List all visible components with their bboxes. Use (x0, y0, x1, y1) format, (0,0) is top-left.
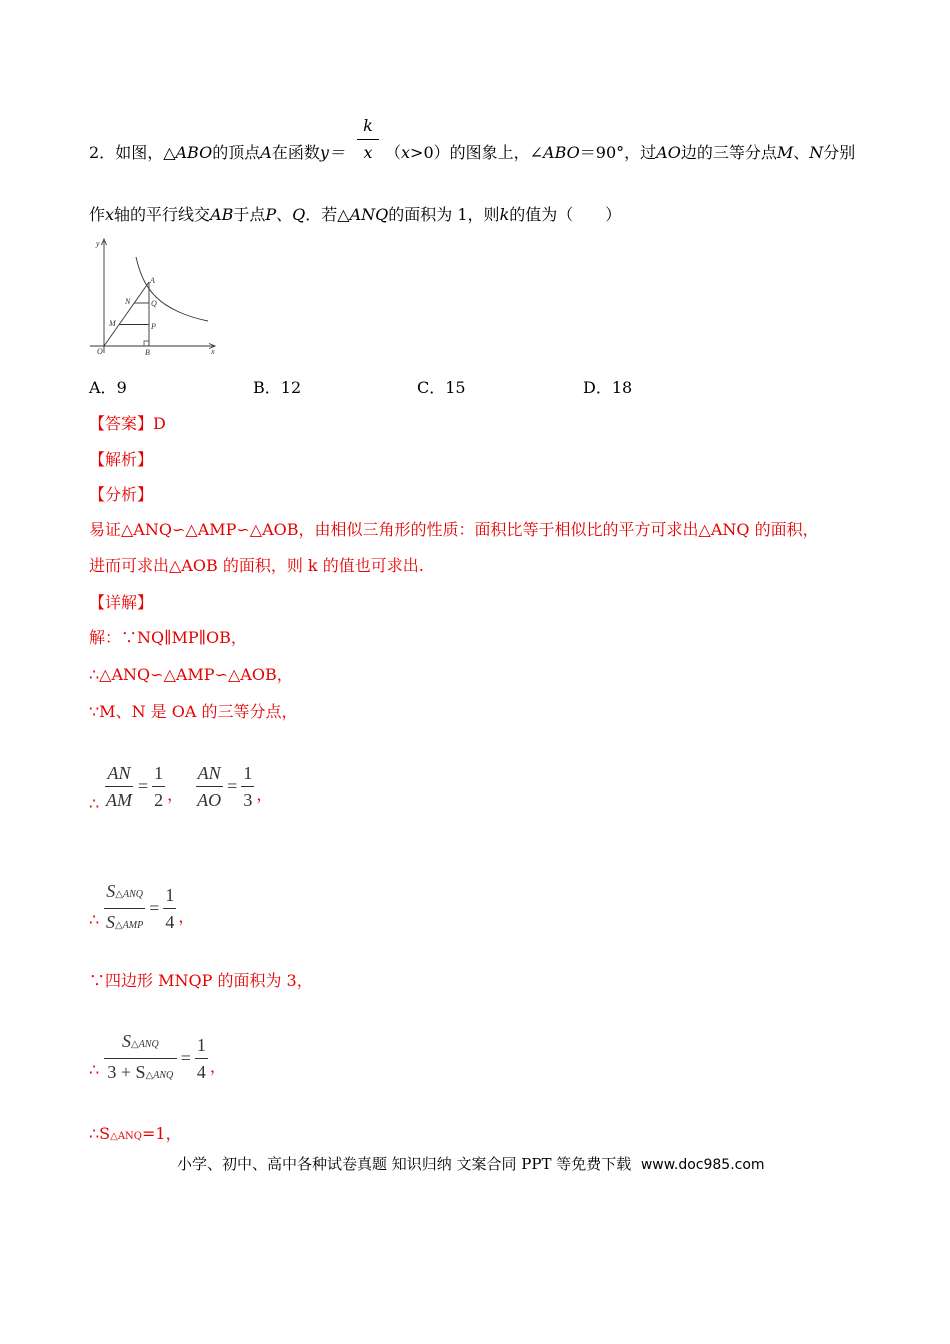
page-footer (177, 1153, 765, 1174)
option-c: C．15 (417, 378, 466, 397)
label-o: O (97, 347, 103, 356)
footer-url[interactable]: www.doc985.com (640, 1157, 765, 1173)
frac-an-ao: $\frac{AN}{AO}$ (197, 763, 222, 810)
question-line-2: 作x轴的平行线交AB于点P、Q．若△ANQ的面积为 1，则k的值为（ ） (89, 205, 622, 224)
right-angle-mark (144, 341, 149, 346)
answer-line (89, 414, 166, 434)
analysis-label: 【解析】 (89, 450, 154, 469)
fraction-k-over-x (355, 116, 381, 163)
segment-oa (104, 282, 149, 346)
therefore-3: ∴ (89, 1060, 100, 1079)
frac-one-half: $\frac{1}{2}$ (154, 763, 164, 810)
frac-an-am: $\frac{AN}{AM}$ (106, 763, 132, 810)
fraction-numerator: k (363, 116, 373, 135)
option-a: A．9 (89, 378, 127, 397)
detail-line-3: ∵M、N 是 OA 的三等分点， (89, 702, 298, 721)
equation-area-ratio: $\frac{\text{S△ANQ}}{\text{S△AMP}}$ = $\frac{1}{4}$ ， (104, 880, 194, 937)
fenxi-line-2: 进而可求出△AOB 的面积，则 k 的值也可求出. (89, 556, 424, 575)
label-x: x (211, 347, 215, 356)
fraction-denominator: x (363, 143, 373, 162)
detail-line-4: ∵四边形 MNQP 的面积为 3， (89, 971, 313, 990)
label-b: B (145, 348, 150, 357)
label-y: y (96, 239, 100, 248)
label-n: N (125, 297, 131, 306)
question-number: 2． (89, 143, 116, 162)
frac-area-anq-amp: $\frac{\text{S△ANQ}}{\text{S△AMP}}$ (106, 881, 144, 932)
hyperbola-curve (136, 257, 208, 321)
detail-line-5: ∴S△ANQ=1， (89, 1124, 182, 1143)
frac-one-third: $\frac{1}{3}$ (243, 763, 253, 810)
equation-area-with-quad: $\frac{\text{S△ANQ}}{\text{3 + S△ANQ}}$ = $\frac{1}{4}$ ， (104, 1030, 226, 1087)
frac-one-quarter: $\frac{1}{4}$ (165, 885, 175, 932)
geometry-figure (84, 235, 224, 360)
answer-label: 【答案】 (89, 414, 154, 433)
footer-text: 小学、初中、高中各种试卷真题 知识归纳 文案合同 PPT 等免费下载 (177, 1155, 632, 1173)
detail-label: 【详解】 (89, 593, 154, 612)
label-a: A (150, 276, 155, 285)
frac-one-quarter-2: $\frac{1}{4}$ (196, 1035, 206, 1082)
label-p: P (151, 322, 156, 331)
label-q: Q (151, 299, 157, 308)
option-b: B．12 (253, 378, 302, 397)
detail-line-2: ∴△ANQ∽△AMP∽△AOB， (89, 665, 293, 684)
question-line-1: 2．如图，△ABO的顶点A在函数y＝ (89, 143, 345, 162)
option-d: D．18 (583, 378, 633, 397)
fenxi-label: 【分析】 (89, 485, 154, 504)
therefore-1: ∴ (89, 794, 100, 813)
equation-ratio-1: $\frac{AN}{AM}$ = $\frac{1}{2}$ ， $\frac{AN}{AO}$ = $\frac{1}{3}$ ， (106, 763, 273, 810)
detail-line-1: 解：∵NQ∥MP∥OB， (89, 628, 247, 647)
frac-area-anq-total: $\frac{\text{S△ANQ}}{\text{3 + S△ANQ}}$ (104, 1030, 177, 1087)
fenxi-line-1: 易证△ANQ∽△AMP∽△AOB，由相似三角形的性质：面积比等于相似比的平方可求出△ANQ 的面积， (89, 520, 819, 539)
question-line-1-rest: （x>0）的图象上，∠ABO＝90°，过AO边的三等分点M、N分别 (385, 143, 856, 162)
answer-value: D (153, 414, 166, 433)
label-m: M (109, 319, 116, 328)
fraction-bar (357, 139, 379, 140)
therefore-2: ∴ (89, 910, 100, 929)
